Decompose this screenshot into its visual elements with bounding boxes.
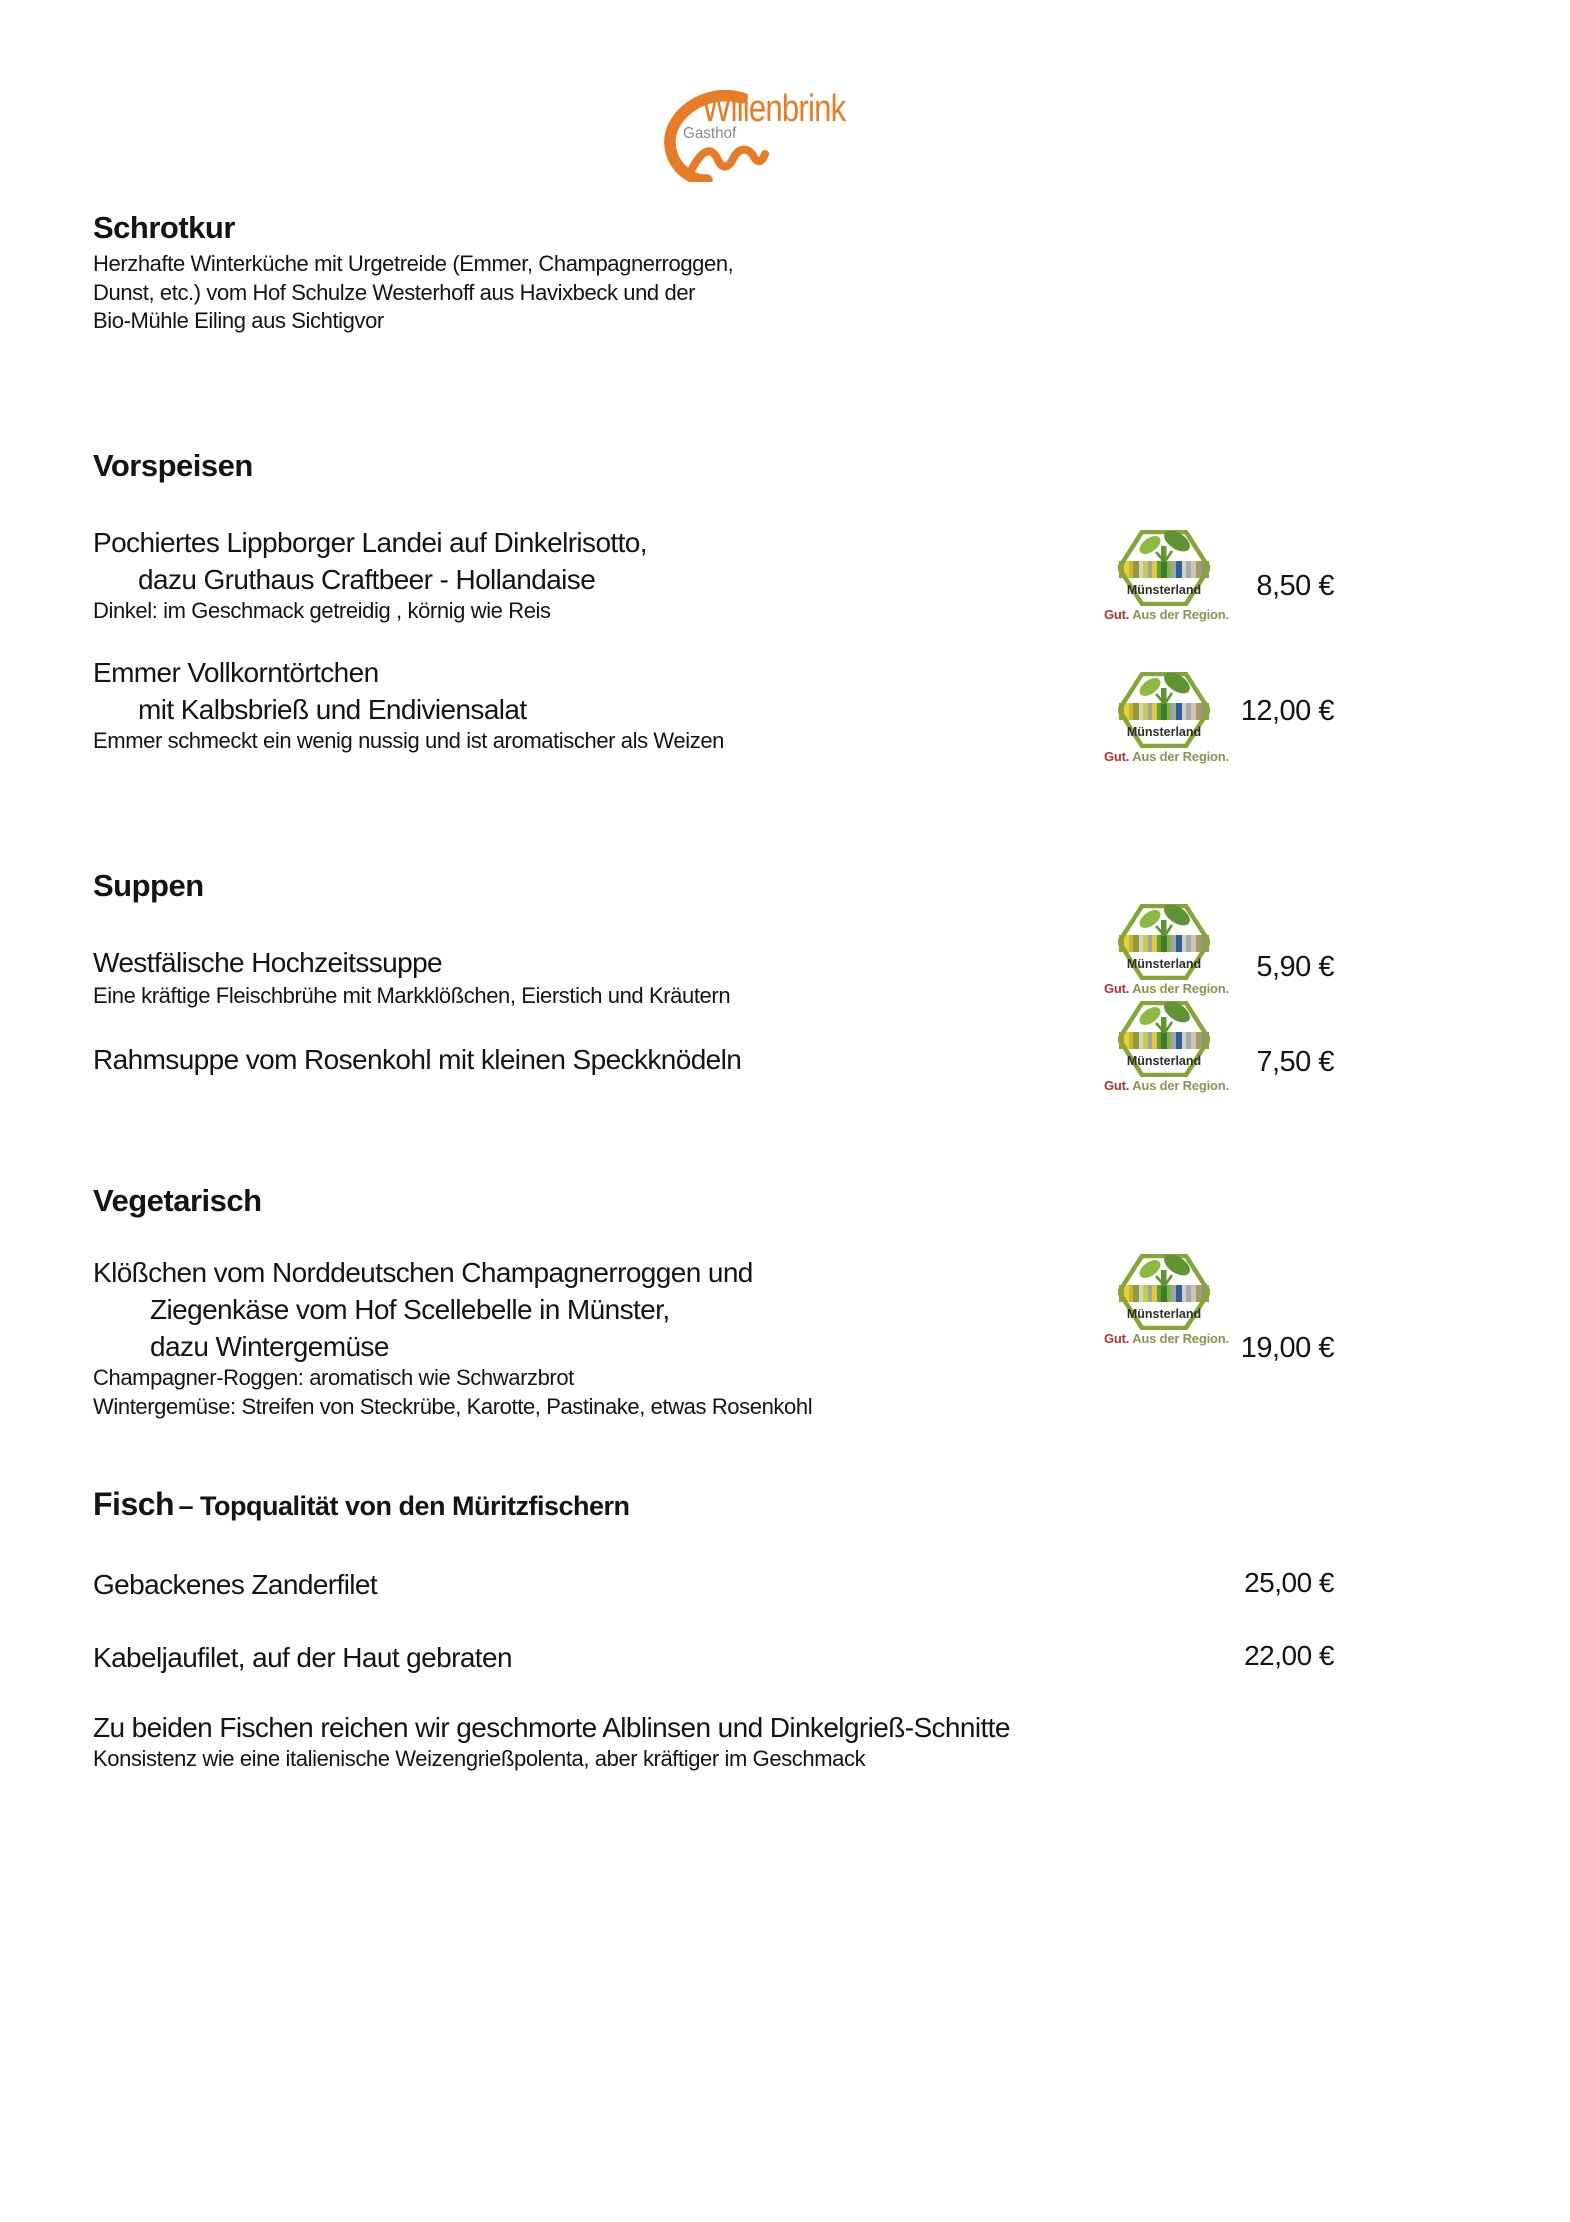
badge-tagline: [1104, 607, 1229, 622]
section-title-schrotkur: Schrotkur: [93, 210, 235, 245]
item-title-line: Gebackenes Zanderfilet: [93, 1569, 378, 1600]
muensterland-badge-icon: [1118, 530, 1210, 606]
item-notes: [93, 1364, 812, 1421]
fisch-title-main: Fisch: [93, 1486, 175, 1522]
item-title-line: Pochiertes Lippborger Landei auf Dinkelrisotto,: [93, 527, 647, 558]
badge-tagline-rest: Aus der Region.: [1132, 981, 1229, 996]
badge-tagline-rest: Aus der Region.: [1132, 1331, 1229, 1346]
section-title-vegetarisch: Vegetarisch: [93, 1183, 262, 1218]
item-title-line: dazu Wintergemüse: [150, 1331, 389, 1362]
section-title-fisch: [93, 1486, 630, 1523]
section-title-vorspeisen: Vorspeisen: [93, 448, 253, 483]
gasthof-willenbrink-logo: [655, 83, 895, 195]
item-price: 19,00 €: [1240, 1332, 1334, 1364]
logo-brand-text: Willenbrink: [702, 88, 846, 130]
logo-subtitle-text: Gasthof: [683, 125, 737, 142]
badge-tagline: [1104, 1078, 1229, 1093]
schrotkur-description-line: Bio-Mühle Eiling aus Sichtigvor: [93, 308, 384, 333]
schrotkur-description: [93, 250, 733, 336]
item-price: 7,50 €: [1256, 1046, 1334, 1078]
muensterland-badge: [1104, 672, 1229, 764]
item-title-line: mit Kalbsbrieß und Endiviensalat: [138, 694, 527, 725]
item-price: 5,90 €: [1256, 951, 1334, 983]
badge-tagline-gut: Gut.: [1104, 749, 1130, 764]
schrotkur-description-line: Dunst, etc.) vom Hof Schulze Westerhoff aus Havixbeck und der: [93, 279, 696, 305]
muensterland-badge: [1104, 530, 1229, 622]
muensterland-badge: [1104, 1254, 1229, 1346]
badge-tagline-rest: Aus der Region.: [1132, 749, 1229, 764]
item-note: Dinkel: im Geschmack getreidig , körnig wie Reis: [93, 598, 551, 623]
badge-tagline: [1104, 981, 1229, 996]
badge-tagline-rest: Aus der Region.: [1132, 607, 1229, 622]
muensterland-badge-icon: [1118, 1001, 1210, 1077]
menu-item: [93, 654, 527, 728]
badge-tagline-rest: Aus der Region.: [1132, 1078, 1229, 1093]
muensterland-badge: [1104, 904, 1229, 996]
section-title-suppen: Suppen: [93, 868, 204, 903]
schrotkur-description-line: Herzhafte Winterküche mit Urgetreide (Emmer, Champagnerroggen,: [93, 251, 734, 276]
item-title-line: Klößchen vom Norddeutschen Champagnerroggen und: [93, 1257, 753, 1288]
item-price: 25,00 €: [1244, 1567, 1334, 1598]
badge-tagline-gut: Gut.: [1104, 1331, 1130, 1346]
item-price: 12,00 €: [1240, 695, 1334, 727]
item-title-line: Emmer Vollkorntörtchen: [93, 657, 379, 688]
fisch-footer-note: Konsistenz wie eine italienische Weizengrießpolenta, aber kräftiger im Geschmack: [93, 1746, 866, 1771]
badge-tagline: [1104, 749, 1229, 764]
menu-item: [93, 1254, 753, 1365]
item-title-line: Ziegenkäse vom Hof Scellebelle in Münster,: [150, 1294, 670, 1325]
item-title-line: Kabeljaufilet, auf der Haut gebraten: [93, 1642, 512, 1673]
item-price: 22,00 €: [1244, 1640, 1334, 1671]
item-note: Champagner-Roggen: aromatisch wie Schwarzbrot: [93, 1365, 574, 1390]
muensterland-badge: [1104, 1001, 1229, 1093]
muensterland-badge-icon: [1118, 672, 1210, 748]
muensterland-badge-icon: [1118, 904, 1210, 980]
item-title-line: dazu Gruthaus Craftbeer - Hollandaise: [138, 564, 596, 595]
item-note: Emmer schmeckt ein wenig nussig und ist aromatischer als Weizen: [93, 728, 724, 753]
muensterland-badge-icon: [1118, 1254, 1210, 1330]
item-title-line: Rahmsuppe vom Rosenkohl mit kleinen Speckknödeln: [93, 1044, 742, 1075]
item-note: Wintergemüse: Streifen von Steckrübe, Karotte, Pastinake, etwas Rosenkohl: [93, 1393, 813, 1419]
badge-tagline-gut: Gut.: [1104, 981, 1130, 996]
item-title-line: Westfälische Hochzeitssuppe: [93, 947, 443, 978]
badge-tagline-gut: Gut.: [1104, 607, 1130, 622]
item-note: Eine kräftige Fleischbrühe mit Markklößchen, Eierstich und Kräutern: [93, 983, 731, 1008]
badge-tagline-gut: Gut.: [1104, 1078, 1130, 1093]
fisch-footer-line: Zu beiden Fischen reichen wir geschmorte Alblinsen und Dinkelgrieß-Schnitte: [93, 1712, 1010, 1743]
fisch-title-rest: – Topqualität von den Müritzfischern: [178, 1491, 630, 1521]
item-price: 8,50 €: [1256, 570, 1334, 602]
badge-tagline: [1104, 1331, 1229, 1346]
menu-item: [93, 524, 647, 598]
